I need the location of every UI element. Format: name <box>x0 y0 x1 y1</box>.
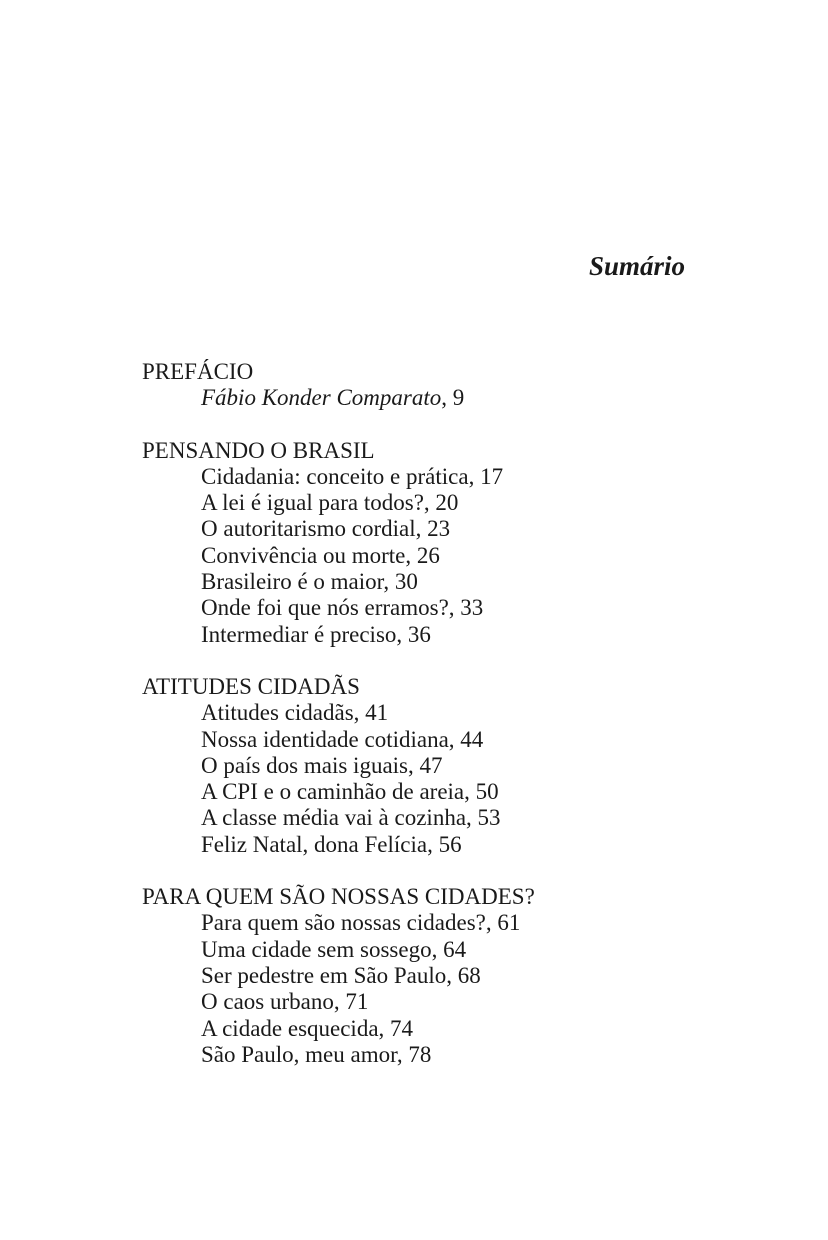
toc-entry: Uma cidade sem sossego, 64 <box>201 936 467 962</box>
toc-section-atitudes-cidadas <box>142 674 742 858</box>
toc-entry: A cidade esquecida, 74 <box>201 1015 414 1041</box>
prefacio-author: Fábio Konder Comparato <box>201 385 442 411</box>
toc-section-para-quem-sao-nossas-cidades <box>142 884 742 1068</box>
toc-entry-prefacio <box>142 385 742 411</box>
toc-entry: Para quem são nossas cidades?, 61 <box>201 910 521 936</box>
toc-entry: Ser pedestre em São Paulo, 68 <box>201 962 481 988</box>
toc-entry: A CPI e o caminhão de areia, 50 <box>201 779 499 805</box>
toc-entry: A classe média vai à cozinha, 53 <box>201 805 501 831</box>
section-heading: PENSANDO O BRASIL <box>142 437 375 463</box>
toc-entry: Convivência ou morte, 26 <box>201 542 440 568</box>
page-title: Sumário <box>588 251 685 281</box>
toc-entry: Atitudes cidadãs, 41 <box>201 700 389 726</box>
section-heading: ATITUDES CIDADÃS <box>142 673 360 699</box>
toc-entry: Nossa identidade cotidiana, 44 <box>201 726 484 752</box>
toc-entry: Onde foi que nós erramos?, 33 <box>201 595 484 621</box>
toc-entry: São Paulo, meu amor, 78 <box>201 1041 432 1067</box>
toc-entry: O autoritarismo cordial, 23 <box>201 516 451 542</box>
table-of-contents <box>142 359 742 1094</box>
toc-entry: O caos urbano, 71 <box>201 989 369 1015</box>
section-heading: PREFÁCIO <box>142 359 254 384</box>
toc-section-pensando-o-brasil <box>142 438 742 648</box>
prefacio-page: , 9 <box>441 385 465 411</box>
toc-entry: A lei é igual para todos?, 20 <box>201 490 459 516</box>
section-heading: PARA QUEM SÃO NOSSAS CIDADES? <box>142 884 535 910</box>
toc-entry: Brasileiro é o maior, 30 <box>201 569 418 595</box>
toc-entry: Intermediar é preciso, 36 <box>201 621 431 647</box>
toc-entry: Feliz Natal, dona Felícia, 56 <box>201 831 462 857</box>
toc-entry: O país dos mais iguais, 47 <box>201 752 443 778</box>
toc-entry: Cidadania: conceito e prática, 17 <box>201 463 504 489</box>
toc-section-prefacio <box>142 359 742 412</box>
